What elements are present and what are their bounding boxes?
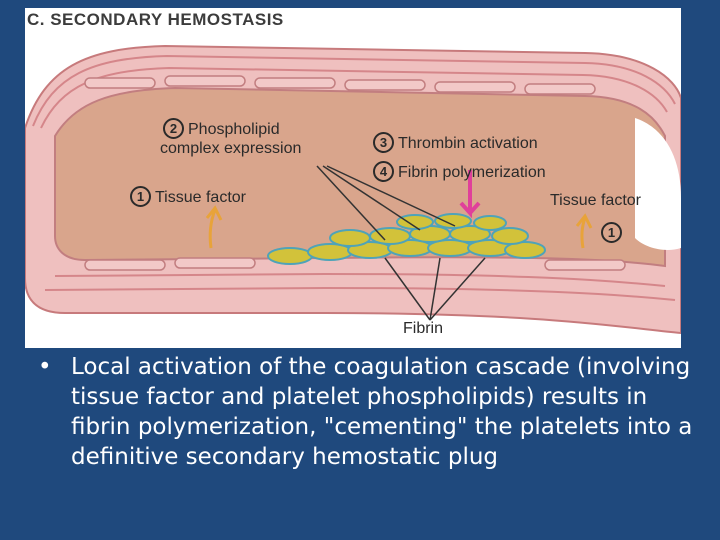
step-4-badge: 4 <box>373 161 394 182</box>
step-3-badge: 3 <box>373 132 394 153</box>
phospholipid-line2: complex expression <box>160 140 302 157</box>
tissue-factor-left-text: Tissue factor <box>155 189 246 206</box>
bullet-text: Local activation of the coagulation cascade (involving tissue factor and platelet phospholipids) results in fibrin polymerization, "cementing" the platelets into a definitive secondary hemostatic plug <box>71 354 693 470</box>
thrombin-text: Thrombin activation <box>398 135 538 152</box>
fibrin-text: Fibrin <box>403 320 444 337</box>
label-phospholipid <box>163 118 280 139</box>
label-tissue-factor-left <box>130 186 246 207</box>
step-2-badge: 2 <box>163 118 184 139</box>
vessel-illustration <box>25 8 681 348</box>
label-step-1-right <box>601 222 626 243</box>
label-fibrin <box>403 319 443 338</box>
figure-title: C. SECONDARY HEMOSTASIS <box>27 10 284 29</box>
label-tissue-factor-right <box>550 191 641 210</box>
hemostasis-figure <box>25 8 681 348</box>
label-thrombin <box>373 132 538 153</box>
phospholipid-line1: Phospholipid <box>188 121 280 138</box>
bullet-marker: • <box>38 354 52 380</box>
bullet-point <box>38 352 698 472</box>
step-1-badge-right: 1 <box>601 222 622 243</box>
step-1-badge-left: 1 <box>130 186 151 207</box>
fibrin-poly-text: Fibrin polymerization <box>398 164 546 181</box>
tissue-factor-right-text: Tissue factor <box>550 192 641 209</box>
label-phospholipid-line2 <box>160 139 301 158</box>
label-fibrin-polymerization <box>373 161 546 182</box>
